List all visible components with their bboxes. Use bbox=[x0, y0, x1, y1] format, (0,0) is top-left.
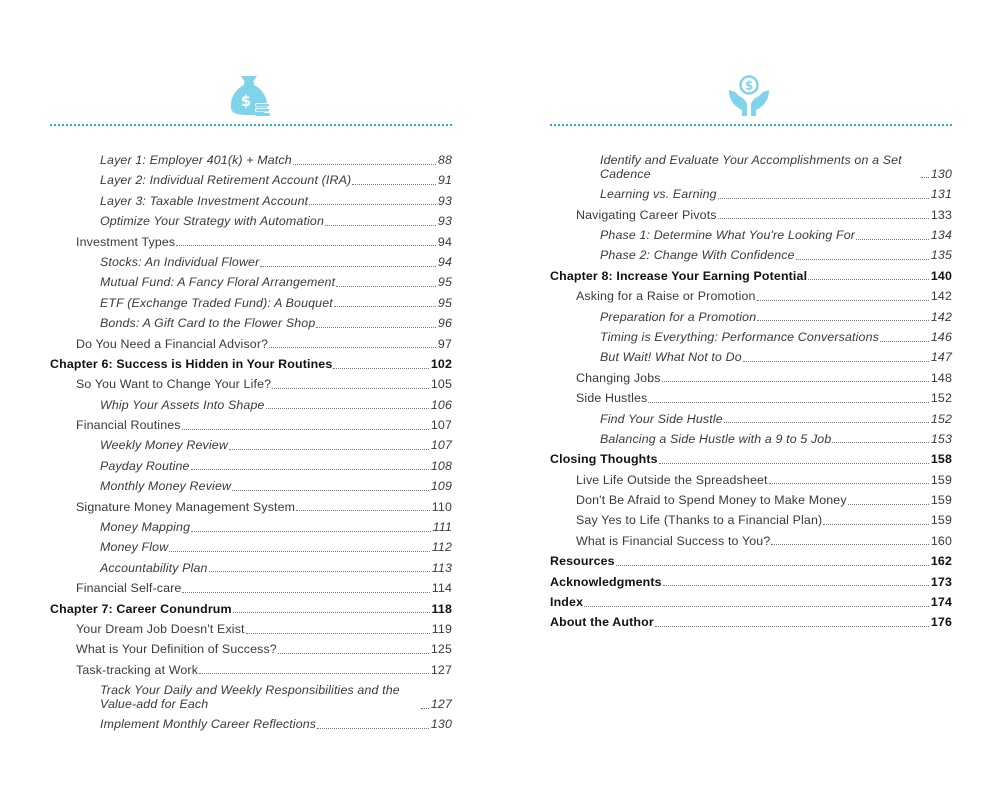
dot-leader bbox=[296, 510, 430, 511]
toc-entry-page-number: 130 bbox=[430, 717, 452, 732]
toc-entry bbox=[50, 377, 452, 392]
toc-entry bbox=[50, 479, 452, 494]
toc-entry bbox=[550, 153, 952, 181]
toc-entry-title: Side Hustles bbox=[576, 391, 648, 406]
toc-entry-title: Monthly Money Review bbox=[100, 479, 232, 494]
toc-entry-title: Do You Need a Financial Advisor? bbox=[76, 336, 269, 351]
dot-leader bbox=[352, 184, 436, 185]
dot-leader bbox=[229, 449, 429, 450]
dot-leader bbox=[655, 626, 929, 627]
toc-entry-title: About the Author bbox=[550, 615, 654, 630]
toc-entry-title: Chapter 8: Increase Your Earning Potential bbox=[550, 268, 808, 283]
dot-leader bbox=[169, 551, 430, 552]
toc-entry-page-number: 152 bbox=[930, 411, 952, 426]
toc-entry bbox=[550, 575, 952, 590]
toc-entry-page-number: 131 bbox=[930, 187, 952, 202]
toc-entry-page-number: 174 bbox=[930, 595, 952, 610]
header-rule bbox=[550, 124, 952, 126]
dot-leader bbox=[757, 300, 929, 301]
toc-entry-title: Changing Jobs bbox=[576, 370, 661, 385]
toc-entry bbox=[50, 717, 452, 732]
toc-entry bbox=[50, 438, 452, 453]
dot-leader bbox=[921, 177, 929, 178]
toc-entry bbox=[550, 493, 952, 508]
toc-entry-page-number: 96 bbox=[437, 316, 452, 331]
toc-entry-page-number: 97 bbox=[437, 336, 452, 351]
toc-entry bbox=[50, 418, 452, 433]
toc-entry bbox=[50, 194, 452, 209]
toc-entry-title: Asking for a Raise or Promotion bbox=[576, 289, 756, 304]
toc-entry bbox=[550, 228, 952, 243]
toc-entry bbox=[50, 255, 452, 270]
toc-entry-page-number: 110 bbox=[431, 499, 452, 514]
toc-entry-page-number: 119 bbox=[431, 621, 452, 636]
toc-entry bbox=[550, 412, 952, 427]
toc-entry-page-number: 95 bbox=[437, 275, 452, 290]
toc-entry bbox=[550, 269, 952, 284]
dot-leader bbox=[856, 239, 929, 240]
dot-leader bbox=[808, 279, 929, 280]
toc-entry-page-number: 162 bbox=[930, 554, 952, 569]
dot-leader bbox=[293, 164, 436, 165]
toc-entry bbox=[50, 153, 452, 168]
toc-entry-page-number: 112 bbox=[431, 540, 452, 555]
dot-leader bbox=[191, 531, 431, 532]
toc-entry bbox=[50, 642, 452, 657]
right-page bbox=[500, 0, 1000, 800]
toc-entry-title: Payday Routine bbox=[100, 458, 190, 473]
toc-entry-page-number: 130 bbox=[930, 167, 952, 182]
toc-entry-title: Identify and Evaluate Your Accomplishments on a Set Cadence bbox=[600, 153, 902, 182]
toc-entry-title: Financial Self-care bbox=[76, 581, 182, 596]
dot-leader bbox=[316, 327, 436, 328]
toc-entry bbox=[50, 500, 452, 515]
toc-entry-page-number: 111 bbox=[432, 520, 452, 535]
dot-leader bbox=[832, 442, 928, 443]
toc-entry-title: Money Flow bbox=[100, 540, 169, 555]
money-bag-icon bbox=[226, 72, 272, 118]
dot-leader bbox=[246, 633, 430, 634]
toc-entry-page-number: 142 bbox=[930, 309, 952, 324]
dot-leader bbox=[272, 388, 429, 389]
toc-entry-title: Mutual Fund: A Fancy Floral Arrangement bbox=[100, 275, 336, 290]
dot-leader bbox=[269, 347, 436, 348]
dot-leader bbox=[182, 592, 429, 593]
toc-entry bbox=[50, 275, 452, 290]
toc-entry-title: Balancing a Side Hustle with a 9 to 5 Job bbox=[600, 431, 832, 446]
toc-entry-title: ETF (Exchange Traded Fund): A Bouquet bbox=[100, 295, 333, 310]
toc-entry bbox=[550, 350, 952, 365]
toc-entry bbox=[50, 337, 452, 352]
toc-entry bbox=[550, 554, 952, 569]
toc-entry-page-number: 93 bbox=[437, 214, 452, 229]
toc-entry bbox=[50, 581, 452, 596]
toc-entry-title: Chapter 7: Career Conundrum bbox=[50, 601, 232, 616]
toc-entry bbox=[550, 432, 952, 447]
toc-entry-title: Live Life Outside the Spreadsheet bbox=[576, 472, 768, 487]
toc-entry-title: So You Want to Change Your Life? bbox=[76, 377, 272, 392]
dot-leader bbox=[209, 571, 430, 572]
dot-leader bbox=[182, 429, 429, 430]
hands-holding-coin-icon bbox=[726, 72, 772, 118]
toc-entry-page-number: 158 bbox=[930, 452, 952, 467]
toc-entry bbox=[550, 187, 952, 202]
toc-entry-page-number: 153 bbox=[930, 431, 952, 446]
dot-leader bbox=[278, 653, 429, 654]
toc-entry-page-number: 125 bbox=[430, 642, 452, 657]
toc-entry bbox=[550, 248, 952, 263]
toc-entry-page-number: 148 bbox=[930, 370, 952, 385]
toc-entry-title: Resources bbox=[550, 554, 615, 569]
toc-entry bbox=[550, 473, 952, 488]
toc-entry-title: Track Your Daily and Weekly Responsibilities and the Value-add for Each bbox=[100, 683, 400, 712]
toc-entry bbox=[50, 602, 452, 617]
toc-entry-title: Don't Be Afraid to Spend Money to Make Money bbox=[576, 493, 847, 508]
toc-entry-title: Preparation for a Promotion bbox=[600, 309, 757, 324]
dot-leader bbox=[771, 544, 929, 545]
toc-list-left bbox=[50, 153, 452, 738]
toc-entry-title: Accountability Plan bbox=[100, 560, 208, 575]
dot-leader bbox=[584, 606, 929, 607]
toc-entry bbox=[50, 459, 452, 474]
toc-entry-page-number: 146 bbox=[930, 329, 952, 344]
toc-entry bbox=[50, 663, 452, 678]
dot-leader bbox=[176, 245, 436, 246]
toc-entry-page-number: 91 bbox=[437, 173, 452, 188]
dot-leader bbox=[848, 504, 929, 505]
dot-leader bbox=[232, 490, 429, 491]
toc-entry-page-number: 94 bbox=[437, 234, 452, 249]
toc-entry-title: Bonds: A Gift Card to the Flower Shop bbox=[100, 316, 316, 331]
toc-entry bbox=[50, 357, 452, 372]
toc-entry-title: Investment Types bbox=[76, 234, 176, 249]
toc-entry-title: What is Your Definition of Success? bbox=[76, 642, 277, 657]
toc-entry-page-number: 127 bbox=[430, 662, 452, 677]
dot-leader bbox=[309, 204, 436, 205]
toc-entry-page-number: 133 bbox=[930, 207, 952, 222]
toc-entry-title: Whip Your Assets Into Shape bbox=[100, 397, 265, 412]
toc-entry-title: What is Financial Success to You? bbox=[576, 533, 771, 548]
toc-entry-page-number: 94 bbox=[437, 254, 452, 269]
toc-entry-title: Your Dream Job Doesn't Exist bbox=[76, 621, 245, 636]
toc-entry-page-number: 142 bbox=[930, 289, 952, 304]
toc-entry-title: Chapter 6: Success is Hidden in Your Routines bbox=[50, 356, 333, 371]
toc-entry-title: Financial Routines bbox=[76, 418, 181, 433]
toc-entry-title: Weekly Money Review bbox=[100, 438, 228, 453]
toc-entry bbox=[50, 561, 452, 576]
toc-entry-title: Find Your Side Hustle bbox=[600, 411, 723, 426]
toc-entry-title: Acknowledgments bbox=[550, 574, 662, 589]
dot-leader bbox=[724, 422, 929, 423]
toc-entry bbox=[550, 452, 952, 467]
toc-entry-page-number: 105 bbox=[430, 377, 452, 392]
toc-entry bbox=[50, 398, 452, 413]
toc-entry bbox=[550, 391, 952, 406]
dot-leader bbox=[317, 728, 429, 729]
toc-entry-title: Learning vs. Earning bbox=[600, 187, 717, 202]
dot-leader bbox=[663, 585, 929, 586]
toc-entry-title: Say Yes to Life (Thanks to a Financial Plan) bbox=[576, 513, 823, 528]
toc-entry bbox=[50, 316, 452, 331]
toc-entry-title: Navigating Career Pivots bbox=[576, 207, 717, 222]
toc-entry-page-number: 107 bbox=[430, 438, 452, 453]
dot-leader bbox=[191, 469, 429, 470]
toc-entry bbox=[550, 310, 952, 325]
toc-entry-page-number: 113 bbox=[431, 560, 452, 575]
dot-leader bbox=[823, 524, 929, 525]
toc-entry-title: Layer 3: Taxable Investment Account bbox=[100, 193, 309, 208]
toc-entry-page-number: 95 bbox=[437, 295, 452, 310]
toc-entry bbox=[50, 540, 452, 555]
toc-entry-page-number: 102 bbox=[430, 356, 452, 371]
dot-leader bbox=[718, 198, 929, 199]
svg-text:$: $ bbox=[240, 92, 252, 110]
toc-entry bbox=[550, 371, 952, 386]
toc-entry-page-number: 108 bbox=[430, 458, 452, 473]
toc-entry-page-number: 134 bbox=[930, 227, 952, 242]
toc-entry-title: Stocks: An Individual Flower bbox=[100, 254, 260, 269]
dot-leader bbox=[266, 408, 429, 409]
toc-entry-page-number: 109 bbox=[430, 479, 452, 494]
toc-entry-page-number: 118 bbox=[431, 601, 452, 616]
toc-entry-page-number: 159 bbox=[930, 513, 952, 528]
toc-entry-title: Task-tracking at Work bbox=[76, 662, 199, 677]
toc-entry bbox=[50, 683, 452, 711]
toc-entry-page-number: 135 bbox=[930, 248, 952, 263]
toc-entry-page-number: 152 bbox=[930, 391, 952, 406]
dot-leader bbox=[334, 306, 436, 307]
toc-entry-title: Index bbox=[550, 595, 584, 610]
dot-leader bbox=[662, 381, 929, 382]
toc-entry bbox=[550, 330, 952, 345]
toc-entry bbox=[50, 173, 452, 188]
svg-text:$: $ bbox=[744, 78, 754, 93]
toc-entry bbox=[550, 615, 952, 630]
toc-entry-page-number: 140 bbox=[930, 268, 952, 283]
toc-entry-page-number: 173 bbox=[930, 574, 952, 589]
toc-entry bbox=[50, 214, 452, 229]
dot-leader bbox=[260, 266, 436, 267]
toc-entry bbox=[550, 513, 952, 528]
toc-entry bbox=[50, 622, 452, 637]
toc-entry-page-number: 114 bbox=[431, 581, 452, 596]
dot-leader bbox=[325, 225, 436, 226]
toc-entry bbox=[550, 534, 952, 549]
dot-leader bbox=[648, 402, 929, 403]
toc-entry bbox=[550, 208, 952, 223]
toc-entry-page-number: 107 bbox=[430, 418, 452, 433]
dot-leader bbox=[796, 259, 929, 260]
toc-entry bbox=[550, 289, 952, 304]
dot-leader bbox=[880, 341, 929, 342]
toc-entry-title: Layer 2: Individual Retirement Account (IRA) bbox=[100, 173, 352, 188]
toc-list-right bbox=[550, 153, 952, 636]
dot-leader bbox=[659, 463, 929, 464]
toc-entry-title: Timing is Everything: Performance Conversations bbox=[600, 329, 879, 344]
toc-entry-title: But Wait! What Not to Do bbox=[600, 350, 742, 365]
toc-entry-title: Optimize Your Strategy with Automation bbox=[100, 214, 325, 229]
toc-entry-title: Implement Monthly Career Reflections bbox=[100, 717, 317, 732]
dot-leader bbox=[333, 368, 428, 369]
toc-entry-page-number: 160 bbox=[930, 533, 952, 548]
toc-entry-title: Closing Thoughts bbox=[550, 452, 658, 467]
toc-entry-page-number: 127 bbox=[430, 697, 452, 712]
dot-leader bbox=[421, 708, 429, 709]
toc-entry-title: Layer 1: Employer 401(k) + Match bbox=[100, 153, 292, 167]
dot-leader bbox=[336, 286, 436, 287]
toc-entry bbox=[50, 235, 452, 250]
toc-entry bbox=[550, 595, 952, 610]
toc-entry-page-number: 176 bbox=[930, 615, 952, 630]
header-rule bbox=[50, 124, 452, 126]
dot-leader bbox=[743, 361, 929, 362]
dot-leader bbox=[718, 218, 929, 219]
toc-entry-page-number: 159 bbox=[930, 472, 952, 487]
dot-leader bbox=[199, 673, 429, 674]
toc-entry bbox=[50, 520, 452, 535]
toc-entry-page-number: 93 bbox=[437, 193, 452, 208]
dot-leader bbox=[769, 483, 929, 484]
toc-entry-title: Phase 1: Determine What You're Looking For bbox=[600, 227, 856, 242]
toc-entry bbox=[50, 296, 452, 311]
toc-entry-page-number: 88 bbox=[437, 153, 452, 167]
dot-leader bbox=[757, 320, 929, 321]
toc-entry-page-number: 147 bbox=[930, 350, 952, 365]
dot-leader bbox=[233, 612, 430, 613]
toc-entry-page-number: 159 bbox=[930, 493, 952, 508]
toc-entry-page-number: 106 bbox=[430, 397, 452, 412]
toc-entry-title: Signature Money Management System bbox=[76, 499, 296, 514]
toc-entry-title: Money Mapping bbox=[100, 520, 191, 535]
toc-entry-title: Phase 2: Change With Confidence bbox=[600, 248, 795, 263]
dot-leader bbox=[616, 565, 929, 566]
